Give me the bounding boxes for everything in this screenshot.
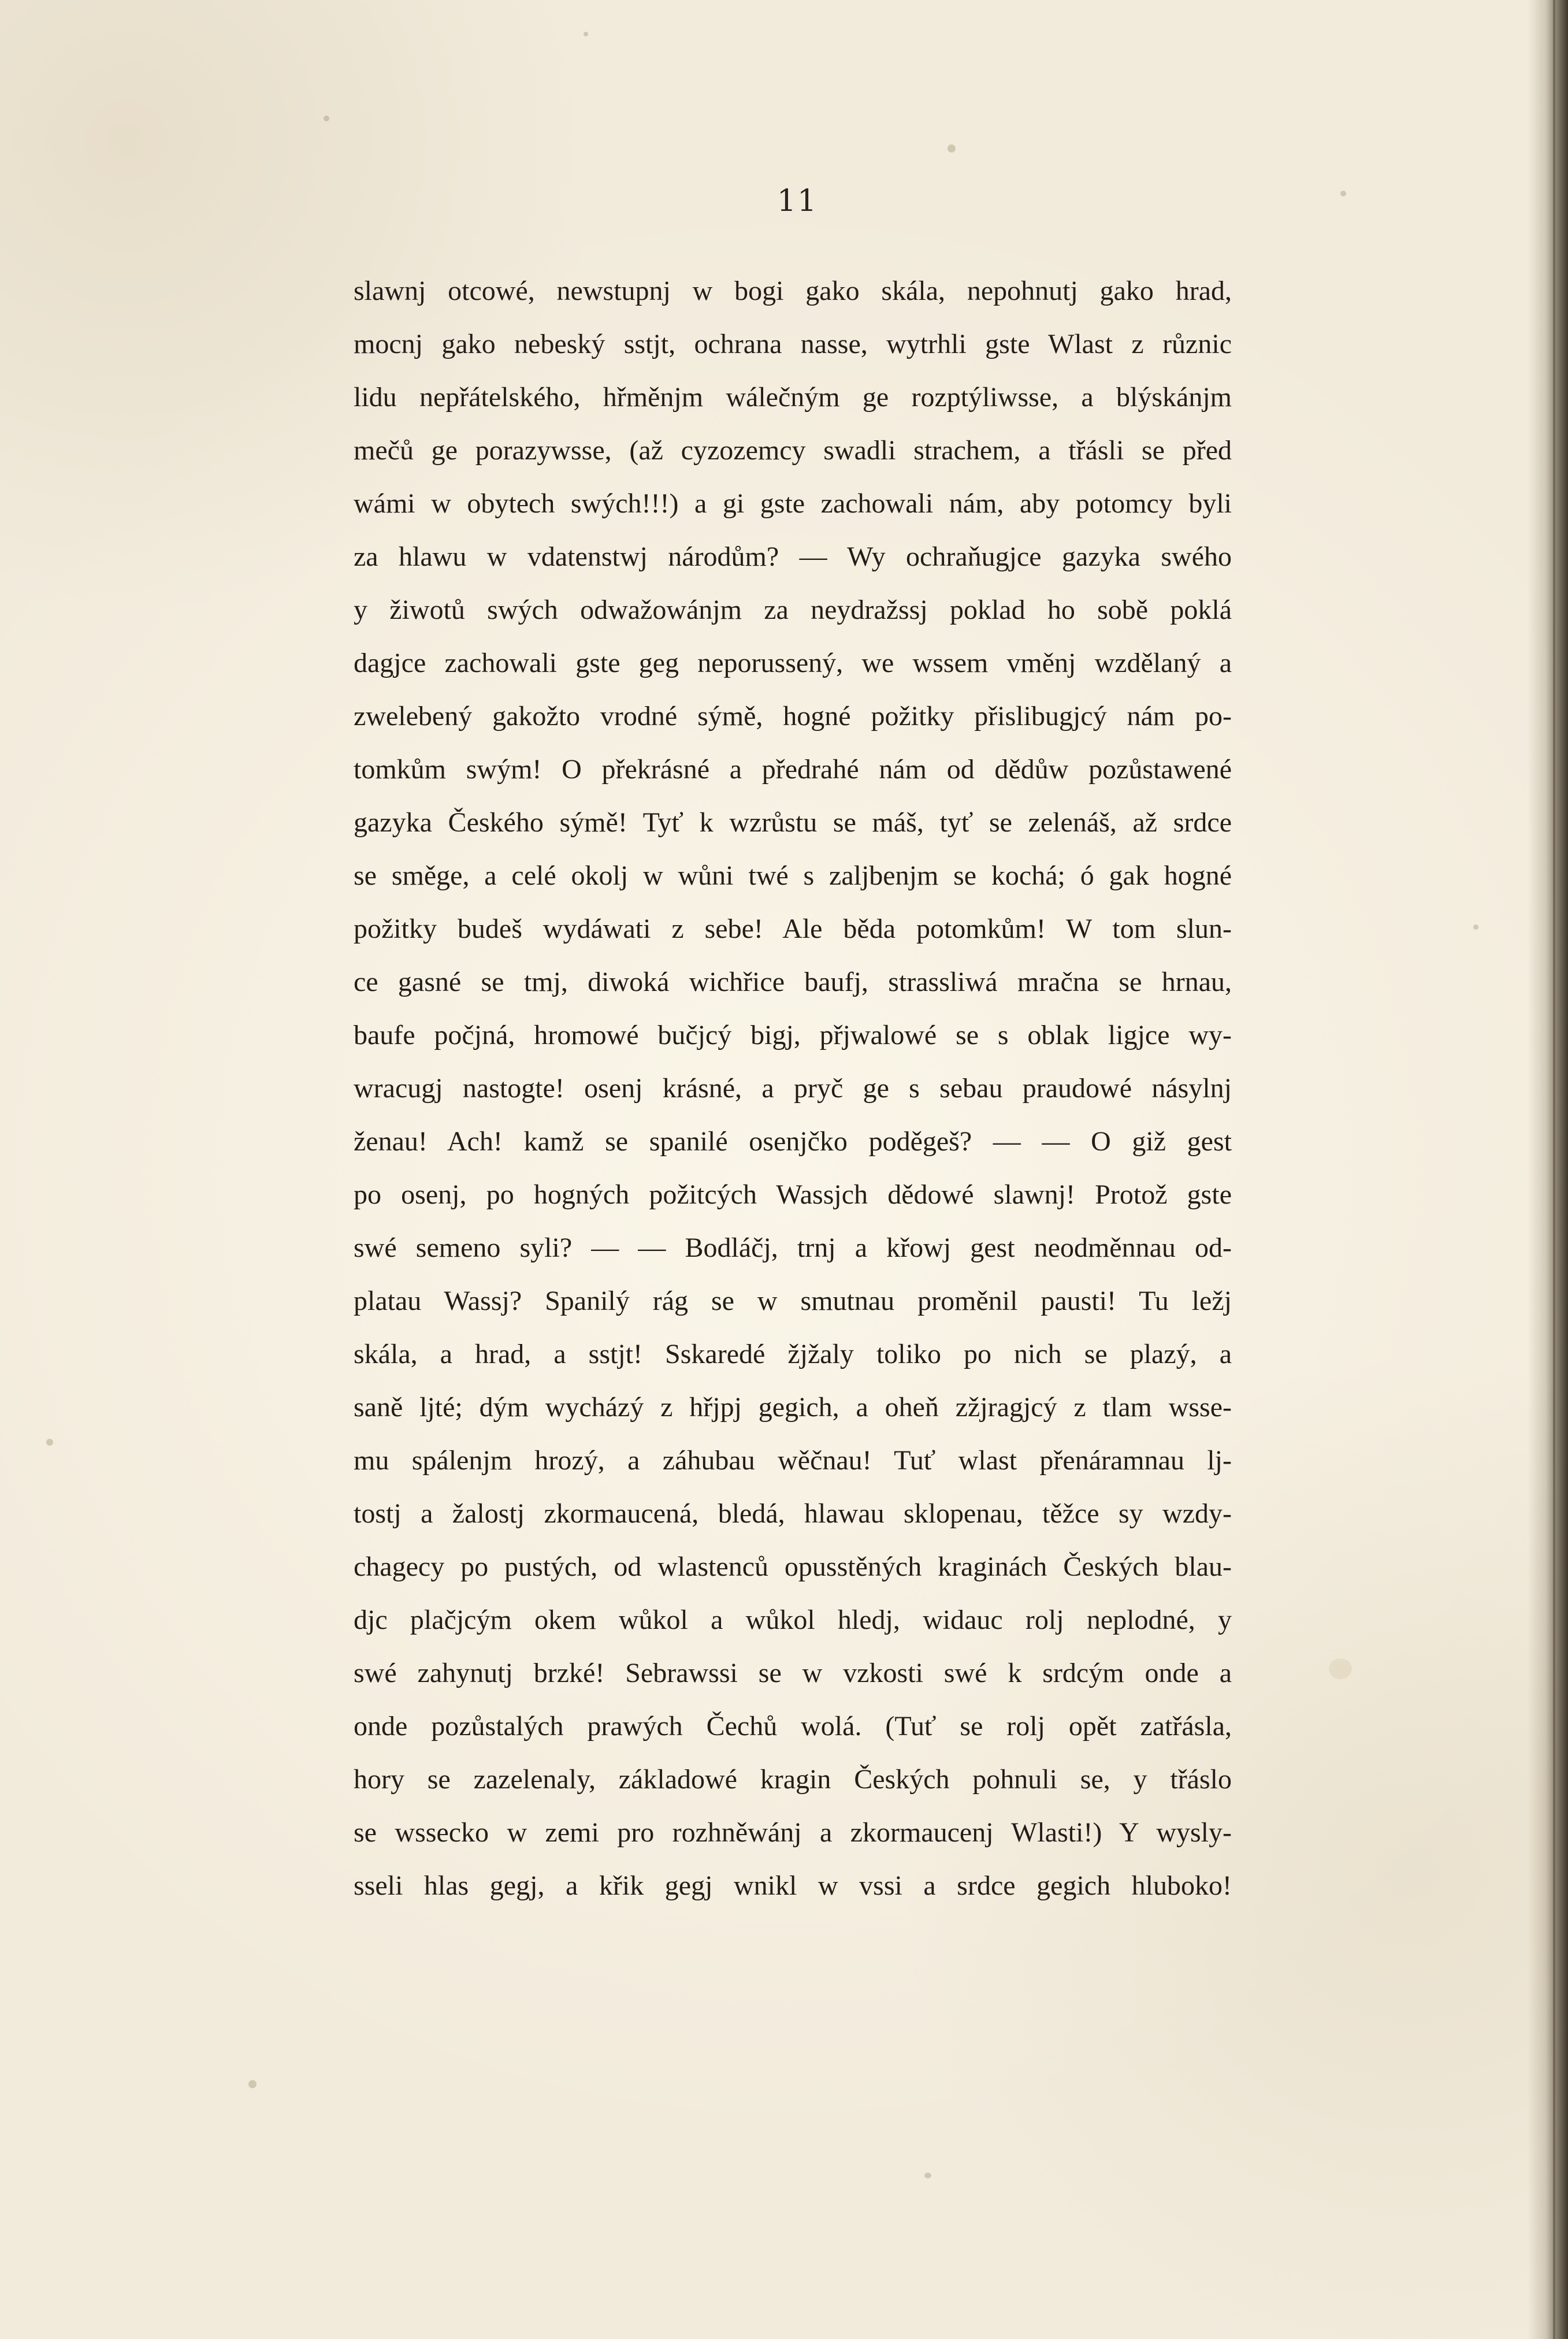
- text-line: zwelebený gakožto vrodné sýmě, hogné požitky přislibugjcý nám po-: [354, 701, 1232, 732]
- body-text: [354, 265, 1232, 1913]
- text-line: wracugj nastogte! osenj krásné, a pryč ge s sebau praudowé násylnj: [354, 1073, 1232, 1104]
- text-line: mu spálenjm hrozý, a záhubau wěčnau! Tuť wlast přenáramnau lj-: [354, 1445, 1232, 1476]
- page-edge: [1553, 0, 1555, 2339]
- text-line: baufe počjná, hromowé bučjcý bigj, přjwalowé se s oblak ligjce wy-: [354, 1020, 1232, 1050]
- text-line: swé zahynutj brzké! Sebrawssi se w vzkosti swé k srdcým onde a: [354, 1658, 1232, 1688]
- text-line: djc plačjcým okem wůkol a wůkol hledj, widauc rolj neplodné, y: [354, 1605, 1232, 1635]
- binding-gutter: [1528, 0, 1568, 2339]
- foxing-spot: [948, 144, 956, 153]
- text-line: gazyka Českého sýmě! Tyť k wzrůstu se máš, tyť se zelenáš, až srdce: [354, 807, 1232, 838]
- foxing-spot: [46, 1439, 53, 1446]
- foxing-spot: [1329, 1658, 1352, 1679]
- text-line: lidu nepřátelského, hřměnjm wálečným ge rozptýliwsse, a blýskánjm: [354, 382, 1232, 413]
- foxing-spot: [1473, 925, 1478, 930]
- text-line: tomkům swým! O překrásné a předrahé nám od dědůw pozůstawené: [354, 754, 1232, 785]
- text-line: za hlawu w vdatenstwj národům? — Wy ochraňugjce gazyka swého: [354, 541, 1232, 572]
- text-line: swé semeno syli? — — Bodláčj, trnj a křowj gest neodměnnau od-: [354, 1232, 1232, 1263]
- text-line: sseli hlas gegj, a křik gegj wnikl w vssi a srdce gegich hluboko!: [354, 1870, 1232, 1901]
- text-line: se směge, a celé okolj w wůni twé s zaljbenjm se kochá; ó gak hogné: [354, 860, 1232, 891]
- text-line: mocnj gako nebeský sstjt, ochrana nasse, wytrhli gste Wlast z různic: [354, 329, 1232, 359]
- text-line: mečů ge porazywsse, (až cyzozemcy swadli strachem, a třásli se před: [354, 435, 1232, 466]
- foxing-spot: [924, 2173, 931, 2178]
- text-line: chagecy po pustých, od wlastenců opusstěných kraginách Českých blau-: [354, 1551, 1232, 1582]
- text-line: saně ljté; dým wycházý z hřjpj gegich, a oheň zžjragjcý z tlam wsse-: [354, 1392, 1232, 1423]
- foxing-spot: [248, 2080, 257, 2088]
- text-line: onde pozůstalých prawých Čechů wolá. (Tuť se rolj opět zatřásla,: [354, 1711, 1232, 1742]
- text-line: skála, a hrad, a sstjt! Sskaredé žjžaly toliko po nich se plazý, a: [354, 1339, 1232, 1369]
- text-line: tostj a žalostj zkormaucená, bledá, hlawau sklopenau, těžce sy wzdy-: [354, 1498, 1232, 1529]
- text-line: dagjce zachowali gste geg neporussený, we wssem vměnj wzdělaný a: [354, 648, 1232, 678]
- text-line: ženau! Ach! kamž se spanilé osenjčko poděgeš? — — O giž gest: [354, 1126, 1232, 1157]
- text-line: požitky budeš wydáwati z sebe! Ale běda potomkům! W tom slun-: [354, 914, 1232, 944]
- text-line: hory se zazelenaly, základowé kragin Českých pohnuli se, y třáslo: [354, 1764, 1232, 1795]
- page-number: 11: [776, 184, 818, 218]
- text-line: po osenj, po hogných požitcých Wassjch dědowé slawnj! Protož gste: [354, 1179, 1232, 1210]
- text-line: se wssecko w zemi pro rozhněwánj a zkormaucenj Wlasti!) Y wysly-: [354, 1817, 1232, 1848]
- text-line: ce gasné se tmj, diwoká wichřice baufj, strassliwá mračna se hrnau,: [354, 967, 1232, 997]
- text-line: slawnj otcowé, newstupnj w bogi gako skála, nepohnutj gako hrad,: [354, 276, 1232, 306]
- text-line: wámi w obytech swých!!!) a gi gste zachowali nám, aby potomcy byli: [354, 488, 1232, 519]
- text-line: platau Wassj? Spanilý rág se w smutnau proměnil pausti! Tu ležj: [354, 1286, 1232, 1316]
- text-line: y žiwotů swých odwažowánjm za neydražssj poklad ho sobě poklá: [354, 595, 1232, 625]
- foxing-spot: [324, 116, 329, 121]
- foxing-spot: [584, 32, 588, 36]
